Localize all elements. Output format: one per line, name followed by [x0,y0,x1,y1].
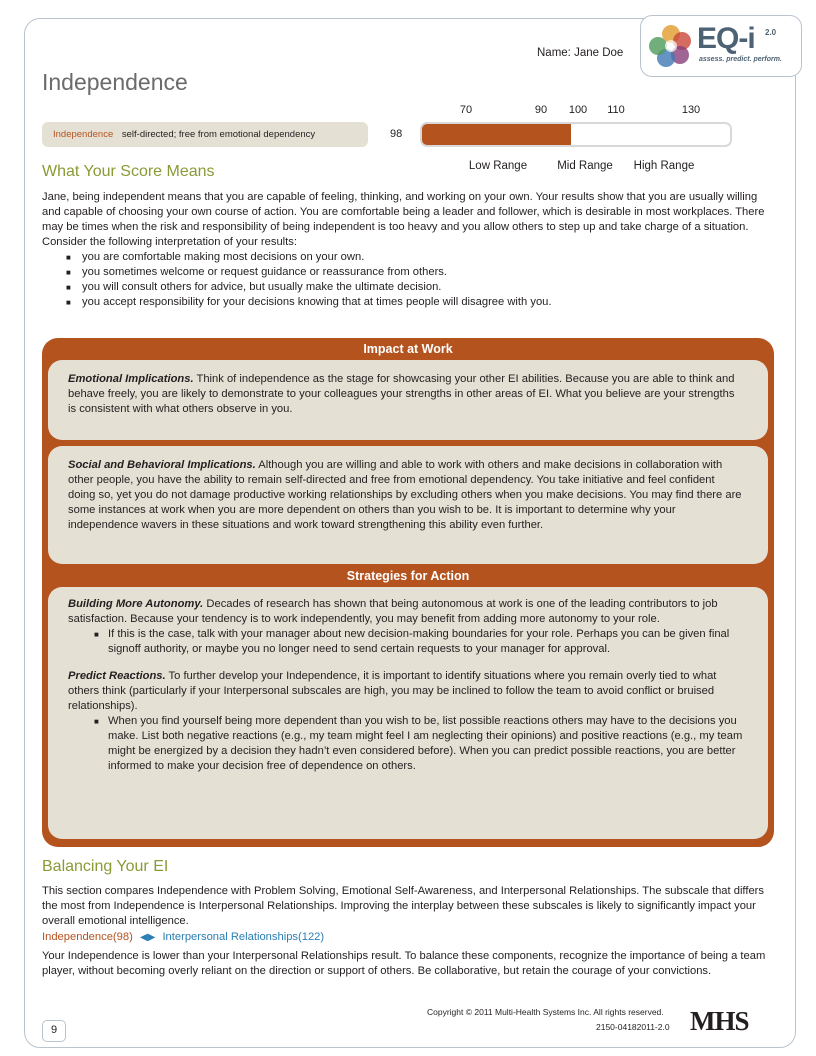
page-title: Independence [42,69,188,95]
scale-tick: 130 [681,104,701,116]
list-item: ■ you are comfortable making most decisions on your own. [66,250,766,265]
social-card [48,446,768,564]
scale-tick: 90 [534,104,548,116]
autonomy-text: Decades of research has shown that being autonomous at work is one of the leading contributors to job satisfaction. Because your tendency is to work independently, you may benefit from adding more autonomy to your role. [68,598,718,625]
score-bullets [66,250,766,310]
emotional-text: Think of independence as the stage for showcasing your other EI abilities. Because you are able to think and behave freely, you are likely to demonstrate to your colleagues your strengths in other areas of EI. What you believe are your strengths is consistent with what others observe in you. [68,373,735,415]
strategies-card [48,587,768,839]
subscale-description: self-directed; free from emotional dependency [121,129,316,140]
scale-tick: 110 [607,104,625,116]
score-value: 98 [390,128,403,140]
strategies-heading: Strategies for Action [346,569,470,583]
impact-heading: Impact at Work [363,342,453,356]
range-label-high: High Range [633,160,695,172]
list-item: ■ you sometimes welcome or request guidance or reassurance from others. [66,265,766,280]
score-bar-fill [422,124,571,145]
scale-tick: 100 [568,104,588,116]
list-item: ■ you accept responsibility for your decisions knowing that at times people will disagree with you. [66,295,766,310]
social-lead: Social and Behavioral Implications. [68,459,256,471]
emotional-card [48,360,768,440]
emotional-lead: Emotional Implications. [68,373,194,385]
section-heading-score: What Your Score Means [42,163,215,180]
compare-arrows-icon: ◀▶ [139,932,156,943]
compare-left-label: Independence(98) [42,931,133,943]
social-text: Although you are willing and able to work with others and make decisions in collaboration with other people, you have the ability to remain self-directed and free from emotional dependency. You take initiative and feel confident doing so, yet you do not damage productive working relationships by excluding others when you make decisions. You may find there are some instances at work when you are more dependent on others than you wish to be. It is important to determine why your independence wavers in these situations and work toward strengthening this ability even further. [68,459,742,531]
list-item: ■ If this is the case, talk with your manager about new decision-making boundaries for your role. Perhaps you can be given final signoff authority, or maybe you no longer need to send certain requests to your manager for approval. [94,627,744,657]
subscale-label [42,122,368,147]
score-bar [420,122,732,147]
logo-version: 2.0 [765,28,777,37]
balancing-intro: This section compares Independence with Problem Solving, Emotional Self-Awareness, and Interpersonal Relationships. The subscale that differs the most from Independence is Interpersonal Relationships. Improving the interplay between these subscales is likely to significantly impact your overall emotional intelligence. [42,885,764,927]
score-paragraph: Jane, being independent means that you are capable of feeling, thinking, and working on your own. Your results show that you are usually willing and capable of choosing your own course of action. You are comfortable being a leader and follower, which is desirable in most workplaces. There may be times when the risk and responsibility of being independent is too heavy and you allow others to step up and take charge of a situation. Consider the following interpretation of your results: [42,191,765,248]
balancing-advice: Your Independence is lower than your Interpersonal Relationships result. To balance these components, recognize the importance of being a team player, without becoming overly reliant on the direction or support of others. Be collaborative, but retain the courage of your convictions. [42,950,766,977]
subscale-comparison [42,931,324,943]
list-item: ■ When you find yourself being more dependent than you wish to be, list possible reactions others may have to the decisions you make. List both negative reactions (e.g., my team might feel I am neglecting their opinions) and positive reactions (e.g., my team might be energized by a decision they hadn’t even considered before). When you can predict possible reactions, you are better informed to make your decision free of dependence on others. [94,714,744,774]
eqi-flower-icon [649,24,693,68]
range-label-low: Low Range [468,160,528,172]
logo-brand: EQ-i [697,22,755,55]
scale-tick: 70 [459,104,473,116]
logo-tagline: assess. predict. perform. [699,56,782,63]
range-label-mid: Mid Range [557,160,613,172]
list-item: ■ you will consult others for advice, but usually make the ultimate decision. [66,280,766,295]
subscale-name: Independence [53,129,114,140]
autonomy-bullets [94,627,744,657]
eqi-logo [640,15,802,77]
mhs-logo: MHS [690,1006,749,1036]
predict-text: To further develop your Independence, it is important to identify situations where you remain overly tied to what others think (particularly if your Interpersonal subscales are high, you may be inclined to follow the team to avoid conflict or bruised relationships). [68,670,717,712]
impact-panel [42,338,774,847]
autonomy-lead: Building More Autonomy. [68,598,204,610]
copyright-text: Copyright © 2011 Multi-Health Systems Inc. All rights reserved. [427,1007,664,1017]
client-name: Name: Jane Doe [537,47,624,59]
section-heading-balancing: Balancing Your EI [42,858,169,875]
predict-bullets [94,714,744,774]
form-code: 2150-04182011-2.0 [596,1022,670,1032]
compare-right-label: Interpersonal Relationships(122) [162,931,325,943]
page-number: 9 [42,1020,66,1042]
predict-lead: Predict Reactions. [68,670,166,682]
